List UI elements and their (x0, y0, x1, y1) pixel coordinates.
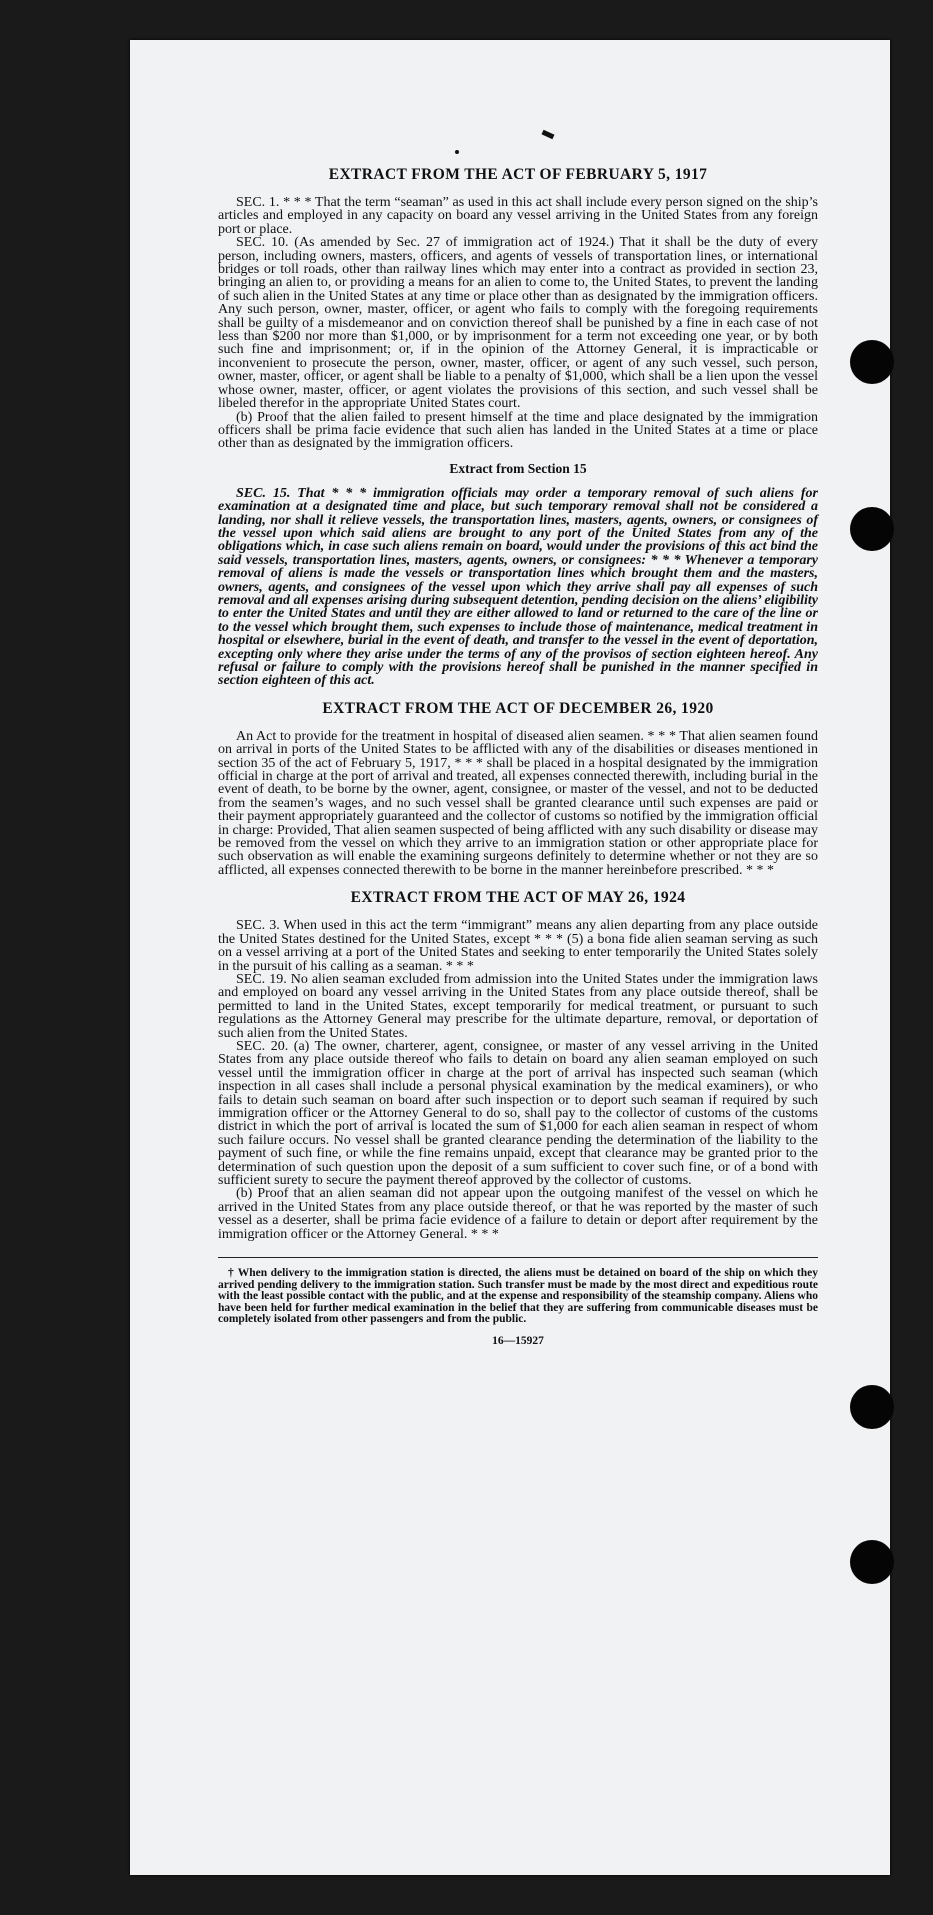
form-code: 16—15927 (492, 1334, 544, 1347)
punch-hole-4 (850, 1540, 894, 1584)
paragraph-sec-20-b: (b) Proof that an alien seaman did not appear upon the outgoing manifest of the vessel on which he arrived in the United States from any place outside thereof, or that he was reported by the master of such vessel as a deserter, shall be prima facie evidence of a failure to detain or deport after requirement by the immigration officer or the Attorney General. * * * (218, 1186, 818, 1242)
footnote-divider (218, 1257, 818, 1258)
paragraph-sec-3: SEC. 3. When used in this act the term “immigrant” means any alien departing from any place outside the United States destined for the United States, except * * * (5) a bona fide alien seaman serving as such on a vessel arriving at a port of the United States and seeking to enter temporarily the United States solely in the pursuit of his calling as a seaman. * * * (218, 918, 818, 974)
paragraph-sec-10-b: (b) Proof that the alien failed to present himself at the time and place designated by the immigration officers shall be prima facie evidence that such alien has landed in the United States at a time or place other than as designated by the immigration officers. (218, 409, 818, 452)
section-title-sec-15: Extract from Section 15 (449, 460, 587, 476)
paragraph-sec-15: SEC. 15. That * * * immigration officials may order a temporary removal of such aliens for examination at a designated time and place, but such temporary removal shall not be considered a landing, nor shall it relieve vessels, the transportation lines, masters, agents, owners, or consignees of the vessel upon which said aliens are brought to any port of the United States from any of the obligations which, in case such aliens remain on board, would under the provisions of this act bind the said vessels, transportation lines, masters, agents, owners, or consignees: * * * Whenever a temporary removal of aliens is made the vessels or transportation lines which brought them and the masters, owners, agents, and consignees of the vessel upon which they arrive shall pay all expenses of such removal and all expenses arising during subsequent detention, pending decision on the aliens’ eligibility to enter the United States and until they are either allowed to land or returned to the care of the line or to the vessel which brought them, such expenses to include those of maintenance, medical treatment in hospital or elsewhere, burial in the event of death, and transfer to the vessel in the event of deportation, excepting only where they arise under the terms of any of the provisos of section eighteen hereof. Any refusal or failure to comply with the provisions hereof shall be punished in the manner specified in section eighteen of this act. (218, 485, 818, 689)
document-body (218, 166, 818, 1347)
paragraph-sec-10: SEC. 10. (As amended by Sec. 27 of immigration act of 1924.) That it shall be the duty of every person, including owners, masters, officers, and agents of vessels of transportation lines, or international bridges or toll roads, other than railway lines which may enter into a contract as provided in section 23, bringing an alien to, or providing a means for an alien to come to, the United States, to prevent the landing of such alien in the United States at any time or place other than as designated by the immigration officers. Any such person, owner, master, officer, or agent who fails to comply with the foregoing requirements shall be guilty of a misdemeanor and on conviction thereof shall be punished by a fine in each case of not less than $200 nor more than $1,000, or by imprisonment for a term not exceeding one year, or by both such fine and imprisonment; or, if in the opinion of the Attorney General, it is impracticable or inconvenient to prosecute the person, owner, master, officer, or agent of any such vessel, such person, owner, master, officer, or agent shall be liable to a penalty of $1,000, which shall be a lien upon the vessel whose owner, master, officer, or agent violates the provisions of this section, and such vessel shall be libeled therefor in the appropriate United States court. (218, 235, 818, 412)
section-title-may-1924: EXTRACT FROM THE ACT OF MAY 26, 1924 (350, 889, 686, 907)
paragraph-sec-19: SEC. 19. No alien seaman excluded from admission into the United States under the immigration laws and employed on board any vessel arriving in the United States from any place outside thereof, shall be permitted to land in the United States, except temporarily for medical treatment, or pursuant to such regulations as the Attorney General may prescribe for the ultimate departure, removal, or deportation of such alien from the United States. (218, 971, 818, 1041)
section-title-dec-1920: EXTRACT FROM THE ACT OF DECEMBER 26, 1920 (322, 699, 714, 717)
document-page (130, 40, 890, 1875)
ink-mark (542, 130, 555, 140)
section-title-feb-1917: EXTRACT FROM THE ACT OF FEBRUARY 5, 1917 (328, 166, 708, 183)
paragraph-sec-1: SEC. 1. * * * That the term “seaman” as used in this act shall include every person signed on the ship’s articles and employed in any capacity on board any vessel arriving in the United States from any foreign port or place. (218, 195, 818, 237)
punch-hole-1 (850, 340, 894, 384)
footnote: † When delivery to the immigration station is directed, the aliens must be detained on board of the ship on which they arrived pending delivery to the immigration station. Such transfer must be made by the most direct and expeditious route with the least possible contact with the public, and at the expense and responsibility of the steamship company. Aliens who have been held for further medical examination in the belief that they are suffering from communicable diseases must be completely isolated from other passengers and from the public. (218, 1267, 818, 1326)
paragraph-sec-20-a: SEC. 20. (a) The owner, charterer, agent, consignee, or master of any vessel arriving in the United States from any place outside thereof who fails to detain on board any alien seaman employed on such vessel until the immigration officer in charge at the port of arrival has inspected such seaman (which inspection in all cases shall include a personal physical examination by the medical examiners), or who fails to detain such seaman on board after such inspection or to deport such seaman if required by such immigration officer or the Attorney General to do so, shall pay to the collector of customs of the customs district in which the port of arrival is located the sum of $1,000 for each alien seaman in respect of whom such failure occurs. No vessel shall be granted clearance pending the determination of the liability to the payment of such fine, or while the fine remains unpaid, except that clearance may be granted prior to the determination of such question upon the deposit of a sum sufficient to cover such fine, or of a bond with sufficient surety to secure the payment thereof approved by the collector of customs. (218, 1038, 818, 1188)
ink-dot (455, 150, 459, 154)
paragraph-act-1920: An Act to provide for the treatment in hospital of diseased alien seamen. * * * That alien seamen found on arrival in ports of the United States to be afflicted with any of the disabilities or diseases mentioned in section 35 of the act of February 5, 1917, * * * shall be placed in a hospital designated by the immigration official in charge at the port of arrival and treated, all expenses connected therewith, including burial in the event of death, to be borne by the owner, agent, consignee, or master of the vessel, and not to be deducted from the seamen’s wages, and no such vessel shall be granted clearance until such expenses are paid or their payment appropriately guaranteed and the collector of customs so notified by the immigration official in charge: Provided, That alien seamen suspected of being afflicted with any such disability or disease may be removed from the vessel on which they arrive to an immigration station or other appropriate place for such observation as will enable the examining surgeons definitely to determine whether or not they are so afflicted, all expenses connected therewith to be borne in the manner hereinbefore prescribed. * * * (218, 728, 818, 878)
punch-hole-3 (850, 1385, 894, 1429)
punch-hole-2 (850, 507, 894, 551)
